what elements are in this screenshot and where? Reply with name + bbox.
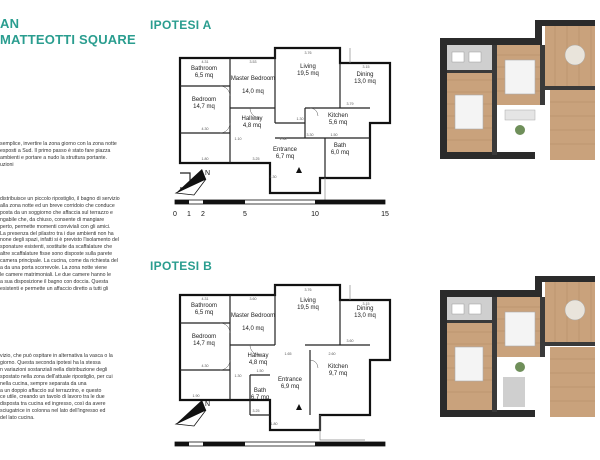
svg-text:3.60: 3.60 — [346, 339, 354, 343]
room-label-bedroom-a: Bedroom — [191, 97, 217, 103]
description-paragraph-1: semplice, invertire la zona giorno con la zona notte esposti a Sud. Il primo passo è stato fare piazza ambienti e portare a nudo la struttura portante. uzioni — [0, 141, 117, 168]
room-area-bedroom-a: 14,7 mq — [193, 104, 215, 110]
room-area-living-b: 19,5 mq — [297, 305, 319, 311]
room-label-kitchen-a: Kitchen — [327, 113, 349, 119]
room-label-entrance-b: Entrance — [277, 377, 303, 383]
svg-text:3.76: 3.76 — [304, 288, 312, 292]
svg-text:3.76: 3.76 — [304, 51, 312, 55]
room-label-master-b: Master Bedroom — [230, 313, 276, 319]
svg-text:4.30: 4.30 — [201, 127, 209, 131]
plan-a-render — [435, 0, 600, 205]
svg-text:1.50: 1.50 — [256, 369, 264, 373]
svg-text:4.31: 4.31 — [201, 297, 209, 301]
room-label-bath-a: Bath — [333, 143, 347, 149]
entrance-marker-b-icon — [296, 404, 302, 410]
room-label-living-b: Living — [300, 298, 316, 304]
room-label-bath-b: Bath — [253, 388, 267, 394]
room-area-living-a: 19,5 mq — [297, 71, 319, 77]
svg-text:0: 0 — [173, 211, 177, 218]
room-area-kitchen-a: 5,6 mq — [328, 120, 348, 126]
room-area-dining-b: 13,0 mq — [354, 313, 376, 319]
room-area-hallway-b: 4,8 mq — [248, 360, 268, 366]
svg-text:3.25: 3.25 — [252, 157, 260, 161]
room-label-dining-a: Dining — [356, 72, 374, 78]
svg-text:1.80: 1.80 — [270, 422, 278, 426]
room-label-hallway-a: Hallway — [241, 116, 263, 122]
svg-text:2: 2 — [201, 211, 205, 218]
svg-text:1.30: 1.30 — [234, 374, 242, 378]
svg-text:3.79: 3.79 — [346, 102, 354, 106]
svg-text:1.65: 1.65 — [284, 352, 292, 356]
north-arrow-b-icon — [172, 396, 212, 428]
svg-text:3.15: 3.15 — [362, 65, 370, 69]
room-area-dining-a: 13,0 mq — [354, 79, 376, 85]
room-area-bath-a: 6,0 mq — [330, 150, 350, 156]
room-area-bath-b: 6,7 mq — [250, 395, 270, 401]
svg-text:15: 15 — [381, 211, 389, 218]
entrance-marker-icon — [296, 167, 302, 173]
room-label-entrance-a: Entrance — [272, 147, 298, 153]
svg-text:3.15: 3.15 — [362, 302, 370, 306]
scale-bar-b — [170, 438, 400, 460]
plan-a-title: IPOTESI A — [150, 18, 212, 32]
svg-text:1.38: 1.38 — [279, 137, 287, 141]
svg-text:1.30: 1.30 — [269, 175, 277, 179]
room-label-hallway-b: Hallway — [247, 353, 269, 359]
svg-text:3.25: 3.25 — [252, 409, 260, 413]
svg-text:3.53: 3.53 — [249, 60, 257, 64]
room-label-bathroom-b: Bathroom — [190, 303, 218, 309]
room-label-kitchen-b: Kitchen — [327, 364, 349, 370]
project-title — [0, 16, 136, 48]
svg-text:N: N — [205, 401, 211, 408]
svg-text:1.10: 1.10 — [234, 137, 242, 141]
description-paragraph-3: vizio, che può ospitare in alternativa la vasca o la giorno. Questa seconda ipotesi ha la stessa n variazioni sostanziali nella distribuzione degli spostato nella zona dell'attuale ripostiglio, per cui nella cucina, sempre separata da una a un doppio affaccio sul terrazzino, e questo ce utile, creando un tavolo di lavoro tra le due disposta tra cucina ed ingresso, così da avere sciugatrice in colonna nel lato dell'ingresso ed del lato cucina. — [0, 353, 113, 422]
svg-text:2.60: 2.60 — [328, 352, 336, 356]
svg-text:3.60: 3.60 — [249, 297, 257, 301]
north-arrow-a-icon — [172, 165, 212, 197]
plan-b-title: IPOTESI B — [150, 259, 213, 273]
svg-text:1.90: 1.90 — [192, 394, 200, 398]
scale-bar-a — [170, 196, 400, 226]
svg-text:10: 10 — [311, 211, 319, 218]
room-label-master-a: Master Bedroom — [230, 76, 276, 82]
svg-text:1.50: 1.50 — [330, 133, 338, 137]
room-area-master-a: 14,0 mq — [242, 89, 264, 95]
room-area-kitchen-b: 9,7 mq — [328, 371, 348, 377]
project-title-line1: AN — [0, 16, 20, 31]
svg-text:1: 1 — [187, 211, 191, 218]
room-label-bedroom-b: Bedroom — [191, 334, 217, 340]
room-label-bathroom-a: Bathroom — [190, 66, 218, 72]
project-title-line2: MATTEOTTI SQUARE — [0, 32, 136, 47]
svg-text:3.30: 3.30 — [306, 133, 314, 137]
room-area-master-b: 14,0 mq — [242, 326, 264, 332]
room-label-living-a: Living — [300, 64, 316, 70]
svg-text:N: N — [205, 170, 211, 177]
svg-text:5: 5 — [243, 211, 247, 218]
room-area-bathroom-b: 6,5 mq — [194, 310, 214, 316]
svg-text:4.31: 4.31 — [201, 60, 209, 64]
room-area-hallway-a: 4,8 mq — [242, 123, 262, 129]
room-area-bedroom-b: 14,7 mq — [193, 341, 215, 347]
svg-text:1.30: 1.30 — [296, 117, 304, 121]
room-label-dining-b: Dining — [356, 306, 374, 312]
svg-text:4.30: 4.30 — [201, 364, 209, 368]
svg-text:1.80: 1.80 — [201, 157, 209, 161]
room-area-entrance-a: 6,7 mq — [275, 154, 295, 160]
room-area-entrance-b: 6,9 mq — [280, 384, 300, 390]
room-area-bathroom-a: 6,5 mq — [194, 73, 214, 79]
plan-b-render — [435, 262, 600, 460]
description-paragraph-2: distribuisce un piccolo ripostiglio, il bagno di servizio alla zona notte ed un breve corridoio che conduce posta da un soggiorno che affaccia sul terrazzo e ngabile che, da chiuso, consente di mangiare perto, permette momenti conviviali con gli amici. La presenza del pilastro tra i due ambienti non ha none degli spazi, infatti si è previsto l'isolamento del sponature esistenti, sostituite da scaffalature che altre scaffalature fisse sono disposte sulla parete camera principale. La cucina, come da richiesta del a da una porta scorrevole. La zona notte viene le camere matrimoniali. Le due camere hanno le a sua disposizione il bagno con doccia. Questa esistenti e permette un affaccio diretto a tutti gli — [0, 196, 120, 292]
